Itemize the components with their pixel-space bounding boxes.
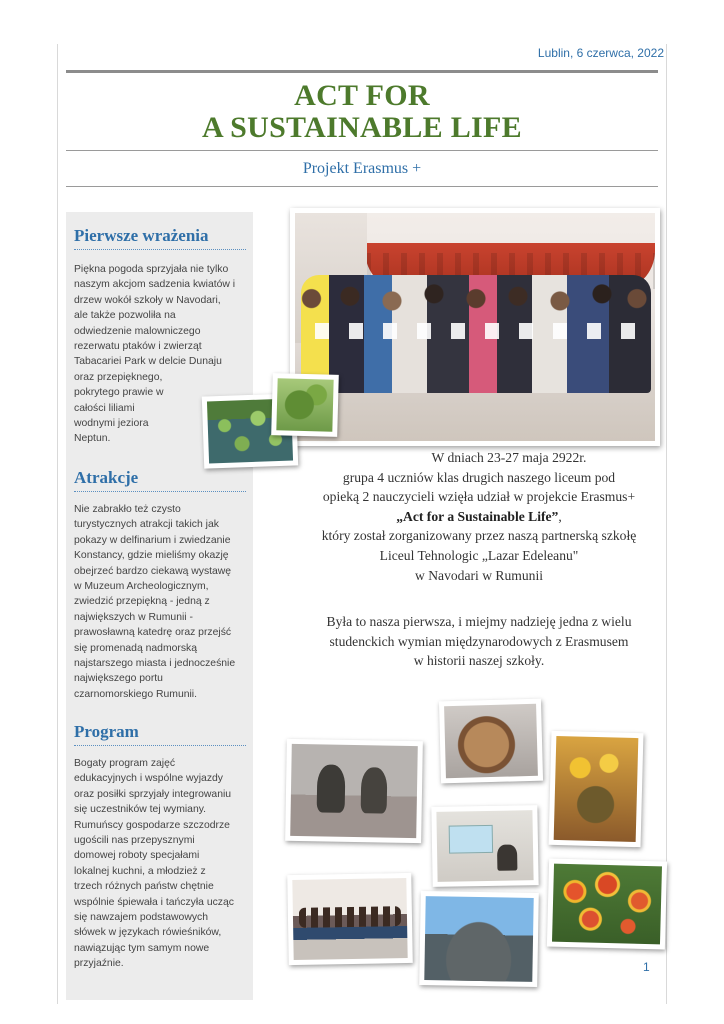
classroom-presentation-photo xyxy=(431,805,538,887)
text-line: całości liliami xyxy=(74,402,135,414)
text-line: Rumuńscy gospodarze szczodrze xyxy=(74,819,230,831)
text-line: pokazy w delfinarium i zwiedzanie xyxy=(74,534,231,546)
text-line: prawosławną katedrę oraz przejść xyxy=(74,627,232,639)
text-line: w historii naszej szkoły. xyxy=(413,653,545,669)
text-line xyxy=(300,507,658,527)
text-line: odwiedzenie malowniczego xyxy=(74,325,201,337)
date-line: Lublin, 6 czerwca, 2022 xyxy=(537,46,664,60)
text-line: studenckich wymian międzynarodowych z Erasmusem xyxy=(329,633,629,649)
text-line: Była to nasza pierwsza, i miejmy nadzieję jedna z wielu xyxy=(326,614,632,629)
text-line: oraz przepięknego, xyxy=(74,371,163,383)
text-line: największych w Rumunii - xyxy=(74,611,193,623)
subtitle: Projekt Erasmus + xyxy=(302,160,422,177)
text-line: wspólnie śpiewała i tańczyła ucząc xyxy=(74,896,234,908)
text-line: czarnomorskiego Rumunii. xyxy=(74,688,198,700)
text-line: drzew wokół szkoły w Navodari, xyxy=(74,294,221,306)
text-line: Neptun. xyxy=(74,433,111,445)
text-line: w Navodari w Rumunii xyxy=(415,567,543,583)
comma: , xyxy=(558,508,562,524)
title-line-1: ACT FOR xyxy=(294,79,430,112)
text-line: rezerwatu ptaków i zwierząt xyxy=(74,341,202,353)
text-line: który został zorganizowany przez naszą partnerską szkołę xyxy=(321,528,637,544)
text-line: opieką 2 nauczycieli wzięła udział w projekcie Erasmus+ xyxy=(322,489,636,505)
cheese-plate-photo xyxy=(549,731,644,847)
left-margin-line xyxy=(57,44,58,1004)
text-line: przyjaźnie. xyxy=(74,958,124,970)
text-line: grupa 4 uczniów klas drugich naszego liceum pod xyxy=(342,469,616,485)
text-line: trzech różnych państw chętnie xyxy=(74,881,214,893)
text-line: największego portu xyxy=(74,673,163,685)
text-line: Piękna pogoda sprzyjała nie tylko xyxy=(74,264,229,275)
text-line: Konstancy, gdzie mieliśmy okazję xyxy=(74,550,229,562)
museum-statues-photo xyxy=(285,739,423,843)
sidebar-text-attractions xyxy=(74,502,250,702)
text-line: wodnymi jeziora xyxy=(74,418,149,430)
text-line: domowej roboty specjałami xyxy=(74,850,200,862)
page-title xyxy=(66,80,658,144)
text-line: naszym akcjom sadzenia kwiatów i xyxy=(74,279,236,291)
sidebar xyxy=(66,212,253,1000)
text-line: w Muzeum Archeologicznym, xyxy=(74,581,209,593)
text-line: obejrzeć bardzo ciekawą wystawę xyxy=(74,565,232,577)
intro-paragraph xyxy=(300,448,658,585)
title-rule-top xyxy=(66,70,658,73)
text-line: Bogaty program zajęć xyxy=(74,758,176,769)
text-line: zwiedzić przepiękną - jedną z xyxy=(74,596,210,608)
text-line: ale także pozwoliła na xyxy=(74,310,176,322)
text-line: Tabacariei Park w delcie Dunaju xyxy=(74,356,222,368)
sidebar-text-program xyxy=(74,756,250,972)
text-line: ugościli nas przepysznymi xyxy=(74,835,195,847)
sidebar-heading-attractions: Atrakcje xyxy=(74,468,246,492)
text-line: Liceul Tehnologic „Lazar Edeleanu" xyxy=(379,547,579,563)
right-margin-line xyxy=(666,44,667,1004)
project-name: „Act for a Sustainable Life” xyxy=(396,508,559,524)
text-line: się promenadą nadmorską xyxy=(74,642,198,654)
food-board-photo xyxy=(439,699,543,784)
text-line: edukacyjnych i wspólne wyjazdy xyxy=(74,773,224,785)
group-outdoor-photo xyxy=(287,873,413,965)
subtitle-rule-top xyxy=(66,150,658,151)
text-line: Nie zabrakło też czysto xyxy=(74,504,181,515)
text-line: się uczestników tej wymiany. xyxy=(74,804,207,816)
subtitle-rule-bottom xyxy=(66,186,658,187)
text-line: nawiązując tym samym nowe xyxy=(74,942,210,954)
page-number: 1 xyxy=(643,960,650,974)
group-photo xyxy=(290,208,660,446)
text-line: W dniach 23-27 maja 2922r. xyxy=(431,450,587,465)
text-line: turystycznych atrakcji takich jak xyxy=(74,519,219,531)
text-line: lokalnej kuchni, a młodzież z xyxy=(74,865,206,877)
text-line: oraz posiłki sprzyjały integrowaniu xyxy=(74,788,232,800)
leaves-photo xyxy=(271,373,339,437)
sidebar-heading-impressions: Pierwsze wrażenia xyxy=(74,226,246,250)
flowers-photo xyxy=(547,858,667,949)
closing-paragraph xyxy=(300,612,658,671)
text-line: najstarszego miasta i jednocześnie xyxy=(74,658,236,670)
title-line-2: A SUSTAINABLE LIFE xyxy=(202,111,522,144)
text-line: pokrytego prawie w xyxy=(74,387,164,399)
text-line: słówek w językach rówieśników, xyxy=(74,927,222,939)
sidebar-heading-program: Program xyxy=(74,722,246,746)
text-line: się nawzajem podstawowych xyxy=(74,912,208,924)
turtle-photo xyxy=(419,891,539,987)
